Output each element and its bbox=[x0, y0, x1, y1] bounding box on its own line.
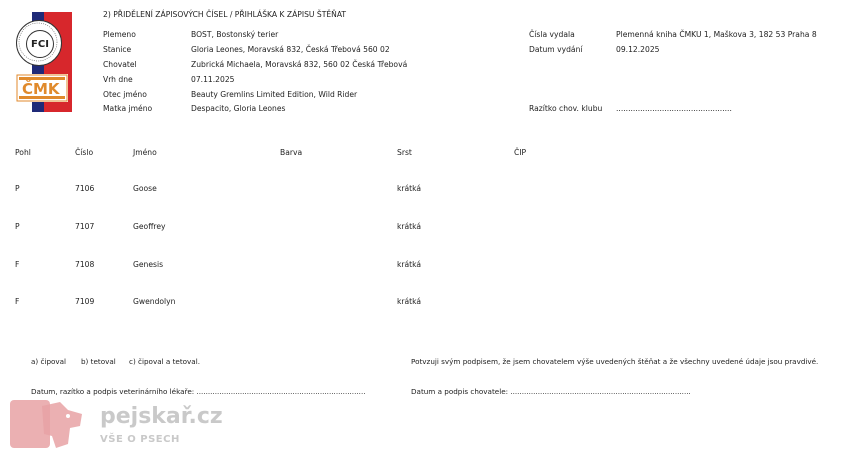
header-barva: Barva bbox=[280, 148, 303, 157]
fci-emblem bbox=[16, 20, 62, 66]
cell-cislo: 7106 bbox=[75, 184, 95, 193]
document-title: 2) PŘIDĚLENÍ ZÁPISOVÝCH ČÍSEL / PŘIHLÁŠKA K ZÁPISU ŠTĚŇAT bbox=[103, 10, 347, 19]
cmk-emblem bbox=[16, 74, 68, 102]
cell-pohl: F bbox=[15, 297, 20, 306]
label-razitko: Razítko chov. klubu bbox=[529, 104, 603, 113]
dog-logo-icon bbox=[8, 396, 86, 452]
cell-srst: krátká bbox=[397, 297, 422, 306]
cell-jmeno: Goose bbox=[133, 184, 157, 193]
breeder-statement: Potvzuji svým podpisem, že jsem chovatelem výše uvedených štěňat a že všechny uvedené údaje jsou pravdivé. bbox=[411, 357, 819, 366]
label-cisla-vydala: Čísla vydala bbox=[529, 30, 575, 39]
cmk-label: ČMK bbox=[22, 80, 60, 98]
cell-cislo: 7109 bbox=[75, 297, 95, 306]
cell-jmeno: Genesis bbox=[133, 260, 164, 269]
cell-jmeno: Gwendolyn bbox=[133, 297, 176, 306]
watermark-brand: pejskař.cz bbox=[100, 404, 223, 429]
header-cip: ČIP bbox=[514, 148, 527, 157]
label-chovatel: Chovatel bbox=[103, 60, 137, 69]
cell-pohl: P bbox=[15, 184, 20, 193]
value-stanice: Gloria Leones, Moravská 832, Česká Třebová 560 02 bbox=[191, 45, 390, 54]
watermark-tagline: VŠE O PSECH bbox=[100, 434, 180, 445]
label-matka: Matka jméno bbox=[103, 104, 153, 113]
cell-pohl: F bbox=[15, 260, 20, 269]
value-plemeno: BOST, Bostonský terier bbox=[191, 30, 279, 39]
header-cislo: Číslo bbox=[75, 148, 94, 157]
value-datum-vydani: 09.12.2025 bbox=[616, 45, 660, 54]
label-vrh-dne: Vrh dne bbox=[103, 75, 133, 84]
value-matka: Despacito, Gloria Leones bbox=[191, 104, 286, 113]
cell-jmeno: Geoffrey bbox=[133, 222, 166, 231]
cell-pohl: P bbox=[15, 222, 20, 231]
razitko-dots: ................................................ bbox=[616, 104, 732, 113]
label-otec: Otec jméno bbox=[103, 90, 147, 99]
cell-cislo: 7107 bbox=[75, 222, 95, 231]
value-vrh-dne: 07.11.2025 bbox=[191, 75, 235, 84]
value-otec: Beauty Gremlins Limited Edition, Wild Rider bbox=[191, 90, 358, 99]
label-stanice: Stanice bbox=[103, 45, 132, 54]
label-datum-vydani: Datum vydání bbox=[529, 45, 583, 54]
value-cisla-vydala: Plemenná kniha ČMKU 1, Maškova 3, 182 53 Praha 8 bbox=[616, 30, 817, 39]
cell-cislo: 7108 bbox=[75, 260, 95, 269]
label-plemeno: Plemeno bbox=[103, 30, 136, 39]
header-srst: Srst bbox=[397, 148, 412, 157]
cell-srst: krátká bbox=[397, 260, 422, 269]
cell-srst: krátká bbox=[397, 184, 422, 193]
legend-a: a) čipoval bbox=[31, 357, 67, 366]
header-jmeno: Jméno bbox=[133, 148, 157, 157]
cell-srst: krátká bbox=[397, 222, 422, 231]
fci-cmk-logo bbox=[14, 12, 72, 112]
header-pohl: Pohl bbox=[15, 148, 31, 157]
value-chovatel: Zubrická Michaela, Moravská 832, 560 02 Česká Třebová bbox=[191, 60, 408, 69]
breeder-signature-line: Datum a podpis chovatele: ............................................................................... bbox=[411, 387, 691, 396]
legend-b: b) tetoval bbox=[81, 357, 116, 366]
legend-c: c) čipoval a tetoval. bbox=[129, 357, 200, 366]
vet-signature-line: Datum, razítko a podpis veterinárního lékaře: .......................................................................... bbox=[31, 387, 366, 396]
fci-label: FCI bbox=[31, 38, 49, 50]
